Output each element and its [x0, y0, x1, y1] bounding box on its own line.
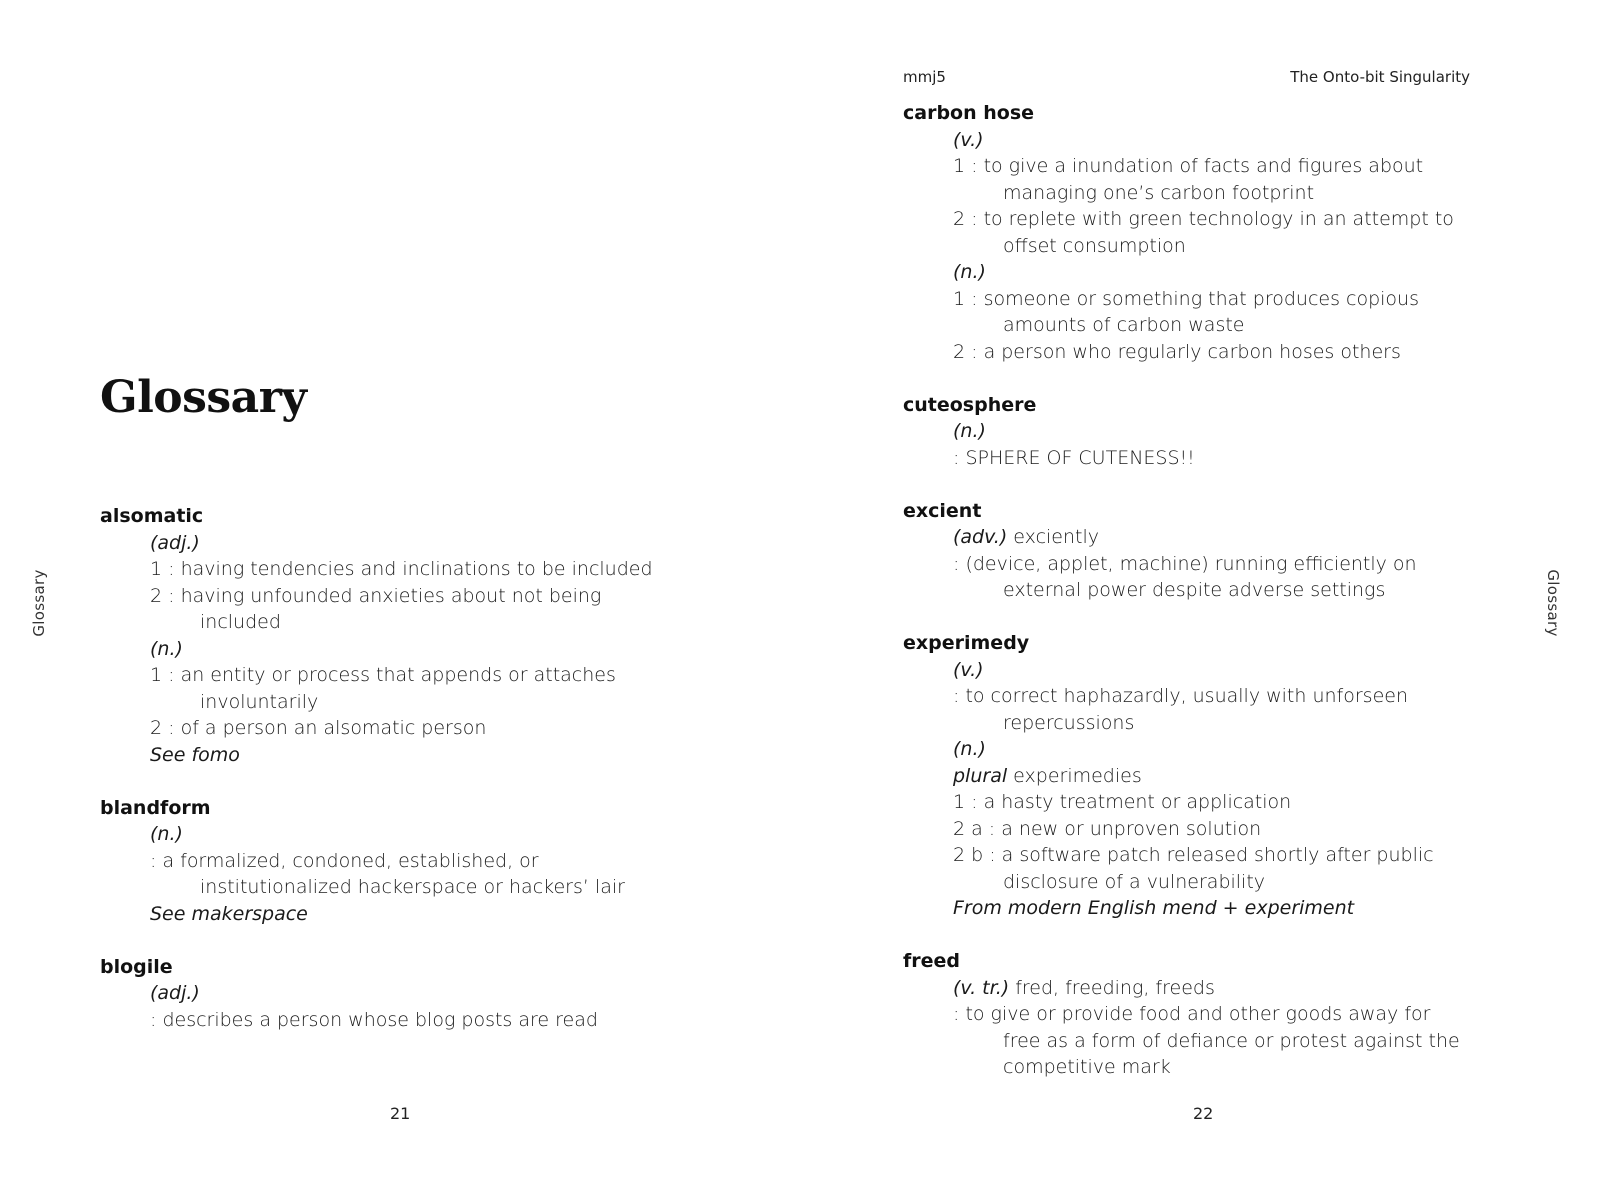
definition-line: [903, 206, 1523, 259]
definition-text: 1 : an entity or process that appends or attaches: [150, 664, 616, 686]
definition-text: 1 : having tendencies and inclinations to be included: [150, 558, 653, 580]
part-of-speech: (v. tr.): [953, 976, 1010, 999]
definition-continuation: included: [200, 611, 281, 633]
definition-continuation: institutionalized hackerspace or hackers’ lair: [200, 876, 625, 898]
part-of-speech: plural: [953, 764, 1008, 787]
definition-continuation: managing one’s carbon footprint: [1003, 181, 1315, 204]
definition-text: 1 : to give a inundation of facts and figures about: [953, 155, 1424, 177]
definition-text: : a formalized, condoned, established, or: [150, 849, 539, 872]
definition-line: [903, 551, 1523, 604]
glossary-entry: [903, 100, 1523, 365]
part-of-speech: (n.): [953, 738, 986, 760]
definition-line: [903, 975, 1523, 1002]
page-number-left: 21: [390, 1104, 411, 1123]
definition-text: 1 : a hasty treatment or application: [953, 791, 1292, 813]
definition-line: [903, 127, 1523, 154]
part-of-speech: (v.): [953, 658, 984, 681]
definition-line: [903, 895, 1523, 922]
glossary-entry: [100, 503, 720, 768]
entry-headword: alsomatic: [100, 505, 204, 527]
entry-headword: carbon hose: [903, 102, 1035, 124]
definition-line: [903, 842, 1523, 895]
definition-line: [903, 736, 1523, 763]
definition-text: fred, freeding, freeds: [1009, 976, 1215, 999]
part-of-speech: (adj.): [150, 531, 200, 554]
right-page: [800, 0, 1600, 1200]
cross-reference: See makerspace: [150, 902, 308, 925]
definition-line: [903, 683, 1523, 736]
glossary-entry: [100, 954, 720, 1034]
definition-continuation: repercussions: [1003, 711, 1135, 734]
definition-line: [903, 524, 1523, 551]
entry-headword: experimedy: [903, 632, 1030, 654]
definition-text: 2 : having unfounded anxieties about not being: [150, 584, 602, 607]
glossary-entry: [100, 795, 720, 928]
running-head-title: The Onto-bit Singularity: [1290, 68, 1470, 86]
part-of-speech: (n.): [150, 823, 183, 845]
entry-headword: excient: [903, 499, 982, 522]
definition-text: 1 : someone or something that produces copious: [953, 287, 1419, 310]
definition-line: [100, 742, 720, 769]
definition-continuation: free as a form of defiance or protest against the competitive mark: [1003, 1029, 1460, 1078]
definition-continuation: external power despite adverse settings: [1003, 579, 1386, 601]
definition-line: [100, 1007, 720, 1034]
entry-headword: blogile: [100, 955, 173, 978]
definition-text: exciently: [1007, 526, 1099, 548]
definition-line: [903, 816, 1523, 843]
glossary-entry: [903, 948, 1523, 1081]
definition-text: : to give or provide food and other goods away for: [953, 1003, 1431, 1025]
glossary-entry: [903, 630, 1523, 922]
definition-line: [100, 636, 720, 663]
definition-line: [100, 980, 720, 1007]
definition-line: [100, 901, 720, 928]
definition-line: [100, 715, 720, 742]
entry-headword: cuteosphere: [903, 393, 1037, 416]
definition-text: : to correct haphazardly, usually with unforseen: [953, 685, 1408, 707]
definition-continuation: offset consumption: [1003, 234, 1186, 257]
definition-text: 2 a : a new or unproven solution: [953, 817, 1262, 840]
definition-line: [903, 153, 1523, 206]
definition-continuation: disclosure of a vulnerability: [1003, 870, 1266, 893]
running-head-author: mmj5: [903, 68, 946, 86]
definition-continuation: amounts of carbon waste: [1003, 314, 1245, 336]
definition-text: 2 : to replete with green technology in an attempt to: [953, 208, 1454, 230]
definition-text: : (device, applet, machine) running efficiently on: [953, 552, 1417, 575]
definition-line: [903, 657, 1523, 684]
cross-reference: See fomo: [150, 743, 240, 766]
definition-line: [903, 1001, 1523, 1081]
definition-line: [903, 259, 1523, 286]
part-of-speech: (adv.): [953, 526, 1008, 548]
definition-text: : describes a person whose blog posts are read: [150, 1008, 598, 1031]
page-number-right: 22: [1193, 1104, 1214, 1123]
definition-text: 2 : of a person an alsomatic person: [150, 717, 487, 739]
part-of-speech: (n.): [953, 261, 986, 283]
definition-line: [100, 821, 720, 848]
definition-text: : SPHERE OF CUTENESS!!: [953, 446, 1195, 469]
definition-line: [100, 583, 720, 636]
left-entries: [100, 503, 720, 1060]
definition-line: [903, 286, 1523, 339]
definition-text: experimedies: [1007, 764, 1142, 787]
definition-line: [903, 339, 1523, 366]
definition-text: 2 : a person who regularly carbon hoses others: [953, 340, 1401, 363]
definition-line: [100, 848, 720, 901]
cross-reference: From modern English mend + experiment: [953, 897, 1355, 919]
right-entries: [903, 100, 1523, 1107]
glossary-entry: [903, 392, 1523, 472]
definition-line: [903, 763, 1523, 790]
entry-headword: freed: [903, 950, 961, 972]
glossary-entry: [903, 498, 1523, 604]
part-of-speech: (adj.): [150, 982, 200, 1004]
definition-line: [903, 445, 1523, 472]
definition-line: [903, 789, 1523, 816]
side-tab-right: Glossary: [1544, 569, 1562, 637]
definition-text: 2 b : a software patch released shortly after public: [953, 844, 1434, 866]
definition-line: [903, 418, 1523, 445]
part-of-speech: (n.): [150, 637, 183, 660]
definition-line: [100, 662, 720, 715]
entry-headword: blandform: [100, 796, 211, 819]
definition-line: [100, 530, 720, 557]
part-of-speech: (n.): [953, 420, 986, 442]
side-tab-left: Glossary: [30, 569, 48, 637]
part-of-speech: (v.): [953, 128, 984, 151]
page-title: Glossary: [100, 372, 307, 423]
definition-line: [100, 556, 720, 583]
definition-continuation: involuntarily: [200, 690, 319, 713]
